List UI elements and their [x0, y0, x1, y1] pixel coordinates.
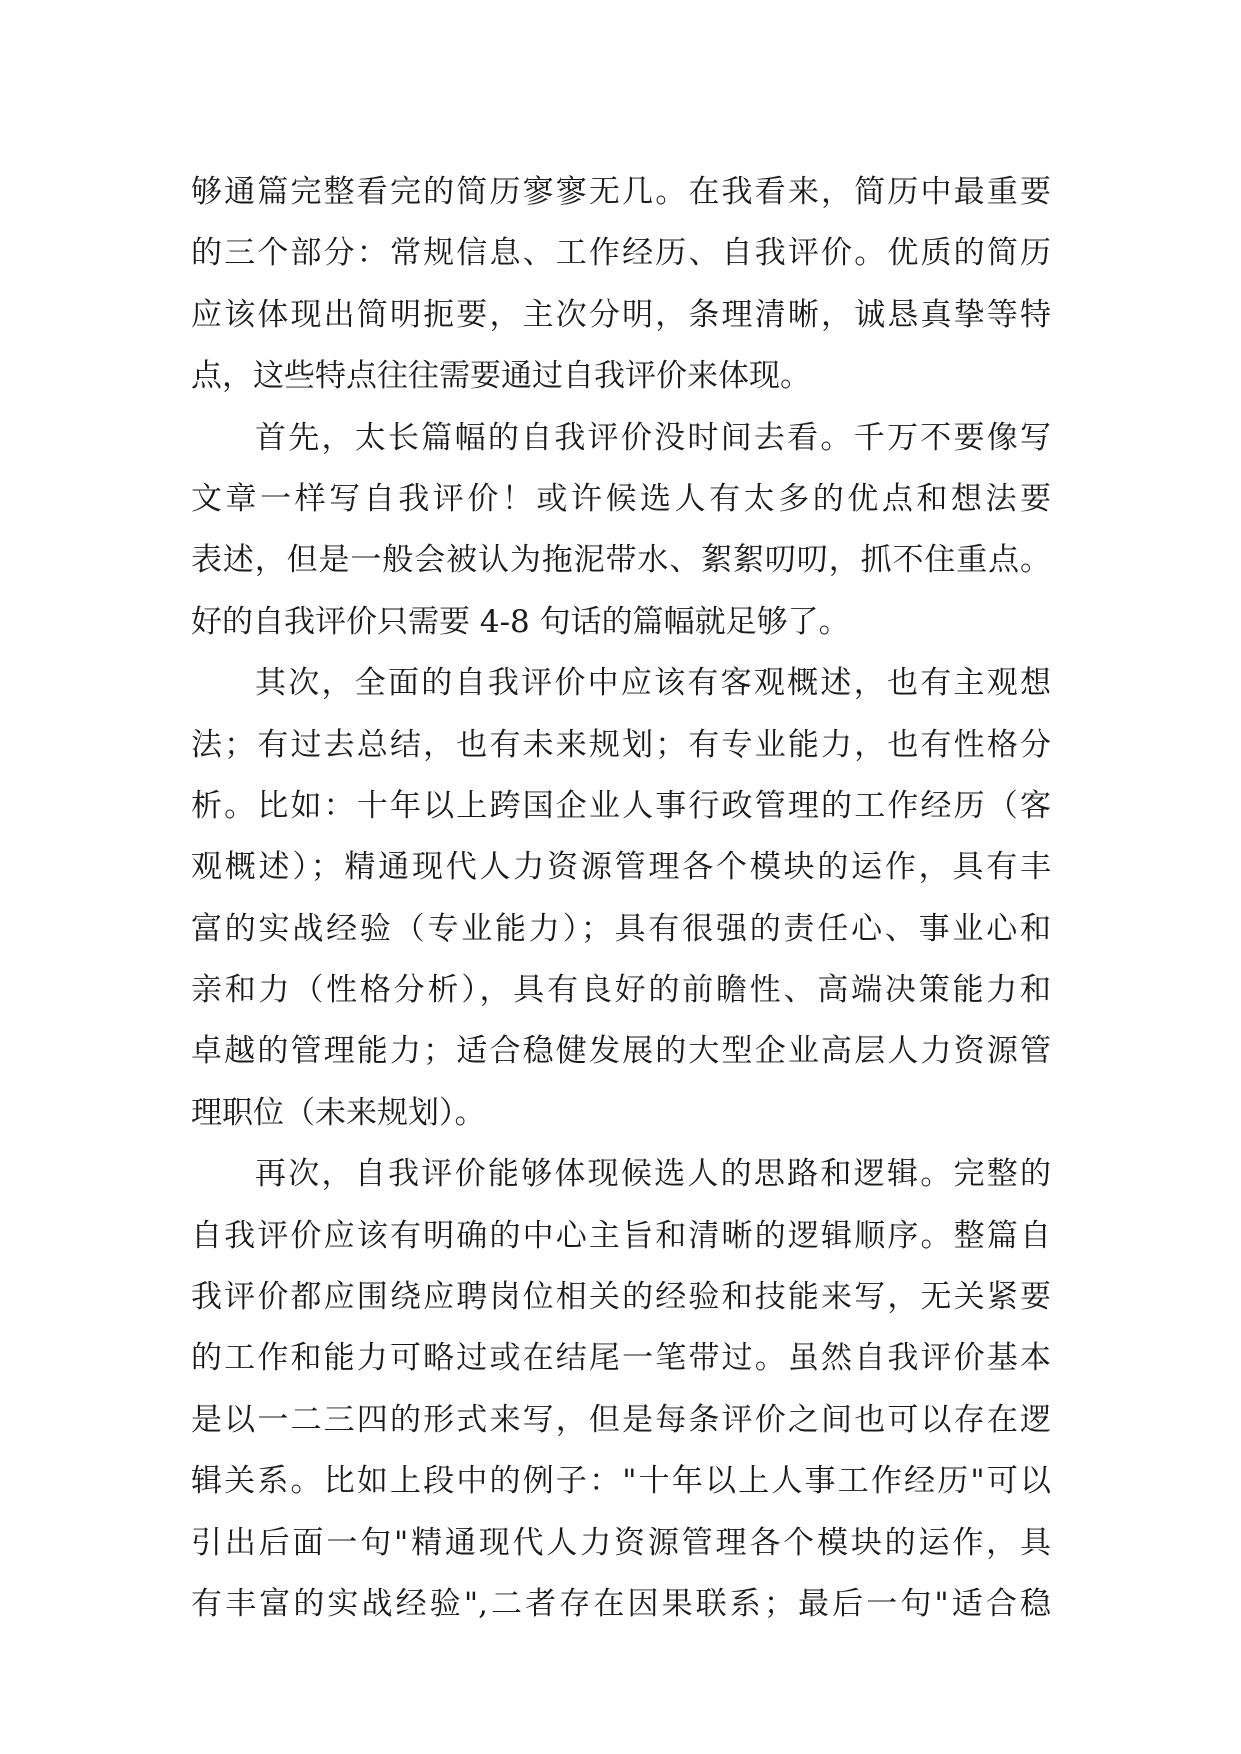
text-line: 理职位（未来规划）。: [191, 1094, 486, 1131]
text-line: 析。比如：十年以上跨国企业人事行政管理的工作经历（客: [191, 787, 1051, 824]
text-line: 亲和力（性格分析），具有良好的前瞻性、高端决策能力和: [191, 972, 1051, 1009]
paragraph-first-line: 再次，自我评价能够体现候选人的思路和逻辑。完整的: [255, 1156, 1051, 1193]
text-line: 文章一样写自我评价！或许候选人有太多的优点和想法要: [191, 480, 1051, 517]
text-line: 应该体现出简明扼要，主次分明，条理清晰，诚恳真挚等特: [191, 296, 1051, 333]
body-text: [191, 162, 1051, 1635]
text-line: 好的自我评价只需要 4-8 句话的篇幅就足够了。: [191, 603, 850, 640]
text-line: 的工作和能力可略过或在结尾一笔带过。虽然自我评价基本: [191, 1340, 1051, 1377]
paragraph-first-line: 首先，太长篇幅的自我评价没时间去看。千万不要像写: [255, 419, 1051, 456]
text-line: 够通篇完整看完的简历寥寥无几。在我看来，简历中最重要: [191, 174, 1051, 210]
text-line: 自我评价应该有明确的中心主旨和清晰的逻辑顺序。整篇自: [191, 1217, 1051, 1254]
text-line: 辑关系。比如上段中的例子："十年以上人事工作经历"可以: [191, 1463, 1051, 1500]
text-line: 有丰富的实战经验",二者存在因果联系；最后一句"适合稳: [191, 1585, 1051, 1622]
text-line: 是以一二三四的形式来写，但是每条评价之间也可以存在逻: [191, 1401, 1051, 1438]
text-line: 富的实战经验（专业能力）；具有很强的责任心、事业心和: [191, 910, 1051, 947]
text-line: 的三个部分：常规信息、工作经历、自我评价。优质的简历: [191, 235, 1051, 272]
paragraph-first-line: 其次，全面的自我评价中应该有客观概述，也有主观想: [255, 665, 1051, 702]
text-line: 表述，但是一般会被认为拖泥带水、絮絮叨叨，抓不住重点。: [191, 542, 1051, 579]
text-line: 引出后面一句"精通现代人力资源管理各个模块的运作，具: [191, 1524, 1051, 1561]
text-line: 观概述）；精通现代人力资源管理各个模块的运作，具有丰: [191, 849, 1051, 886]
text-line: 点，这些特点往往需要通过自我评价来体现。: [191, 358, 811, 395]
text-line: 我评价都应围绕应聘岗位相关的经验和技能来写，无关紧要: [191, 1279, 1051, 1316]
text-line: 法；有过去总结，也有未来规划；有专业能力，也有性格分: [191, 726, 1051, 763]
text-line: 卓越的管理能力；适合稳健发展的大型企业高层人力资源管: [191, 1033, 1051, 1070]
